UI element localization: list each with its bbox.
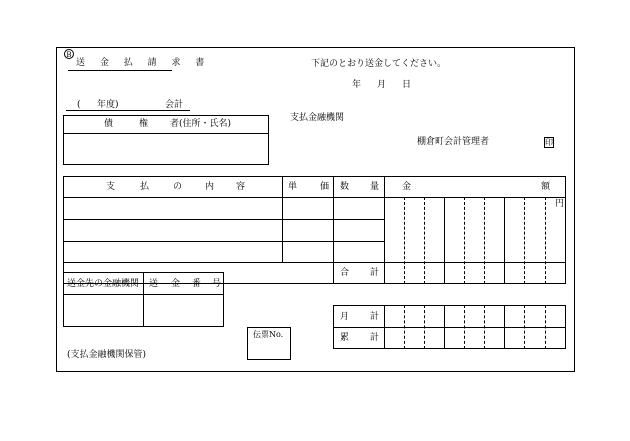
instruction-text: 下記のとおり送金してください。 [311, 59, 447, 69]
digit-divider [464, 197, 465, 284]
table-row-line-1 [63, 219, 384, 220]
fiscal-year-label: 年度) [97, 100, 119, 110]
digit-divider [484, 305, 485, 349]
total-label-1: 合 [340, 268, 350, 278]
form-type-badge: B [64, 49, 74, 59]
header-content-1: 支 [106, 182, 116, 192]
title-underline [68, 70, 172, 71]
seal-mark: 印 [545, 138, 553, 147]
digit-divider [424, 305, 425, 349]
digit-group-divider [444, 197, 445, 284]
table-row-line-2 [63, 241, 384, 242]
table-header-line [63, 197, 566, 198]
table-row-line-3 [63, 262, 566, 263]
remit-col-divider [143, 272, 144, 327]
month-total-label-2: 計 [370, 312, 380, 322]
date-month-label: 月 [377, 80, 387, 90]
date-day-label: 日 [402, 80, 412, 90]
header-quantity-2: 量 [370, 182, 380, 192]
header-amount-right: 額 [541, 182, 551, 192]
summary-label-divider [384, 305, 385, 349]
digit-group-divider [504, 305, 505, 349]
slip-no-label: 伝票No. [253, 330, 284, 339]
total-label-2: 計 [370, 268, 380, 278]
digit-group-divider [444, 305, 445, 349]
fiscal-underline [66, 110, 190, 111]
digit-divider [545, 197, 546, 284]
remit-number-label-4: 号 [212, 279, 222, 289]
header-content-3: の [173, 182, 183, 192]
header-content-2: 払 [140, 182, 150, 192]
summary-row-line [333, 327, 566, 328]
fiscal-open-paren: ( [77, 100, 81, 110]
manager-title: 棚倉町会計管理者 [417, 137, 490, 147]
header-unit-price-2: 価 [320, 182, 330, 192]
col-divider-qty [384, 176, 385, 284]
digit-group-divider [504, 197, 505, 284]
header-content-4: 内 [205, 182, 215, 192]
cumulative-total-label-2: 計 [370, 333, 380, 343]
header-quantity-1: 数 [340, 182, 350, 192]
header-content-5: 容 [236, 182, 246, 192]
digit-divider [524, 305, 525, 349]
col-divider-content [282, 176, 283, 262]
digit-divider [404, 305, 405, 349]
remit-institution-label: 送金先の金融機関 [67, 279, 140, 289]
remit-number-label-2: 金 [171, 279, 181, 289]
creditor-input-area[interactable] [64, 134, 268, 164]
digit-divider [464, 305, 465, 349]
cumulative-total-label-1: 累 [340, 333, 350, 343]
remit-number-label-1: 送 [149, 279, 159, 289]
digit-divider [545, 305, 546, 349]
header-amount-left: 金 [402, 182, 412, 192]
creditor-label-2: 権 [139, 119, 149, 129]
yen-unit: 円 [555, 199, 565, 209]
payment-table [63, 176, 566, 284]
digit-divider [424, 197, 425, 284]
digit-divider [404, 197, 405, 284]
col-divider-price [333, 176, 334, 284]
form-title: 送 金 払 請 求 書 [76, 58, 211, 68]
footer-note: (支払金融機関保管) [67, 350, 147, 360]
digit-divider [524, 197, 525, 284]
remit-number-label-3: 番 [192, 279, 202, 289]
digit-divider [484, 197, 485, 284]
header-unit-price-1: 単 [288, 182, 298, 192]
account-label: 会計 [165, 100, 184, 110]
month-total-label-1: 月 [340, 312, 350, 322]
creditor-label: 債 [104, 119, 114, 129]
date-year-label: 年 [352, 80, 362, 90]
creditor-label-3: 者(住所・氏名) [170, 119, 232, 129]
payment-institution-label: 支払金融機関 [290, 113, 345, 123]
